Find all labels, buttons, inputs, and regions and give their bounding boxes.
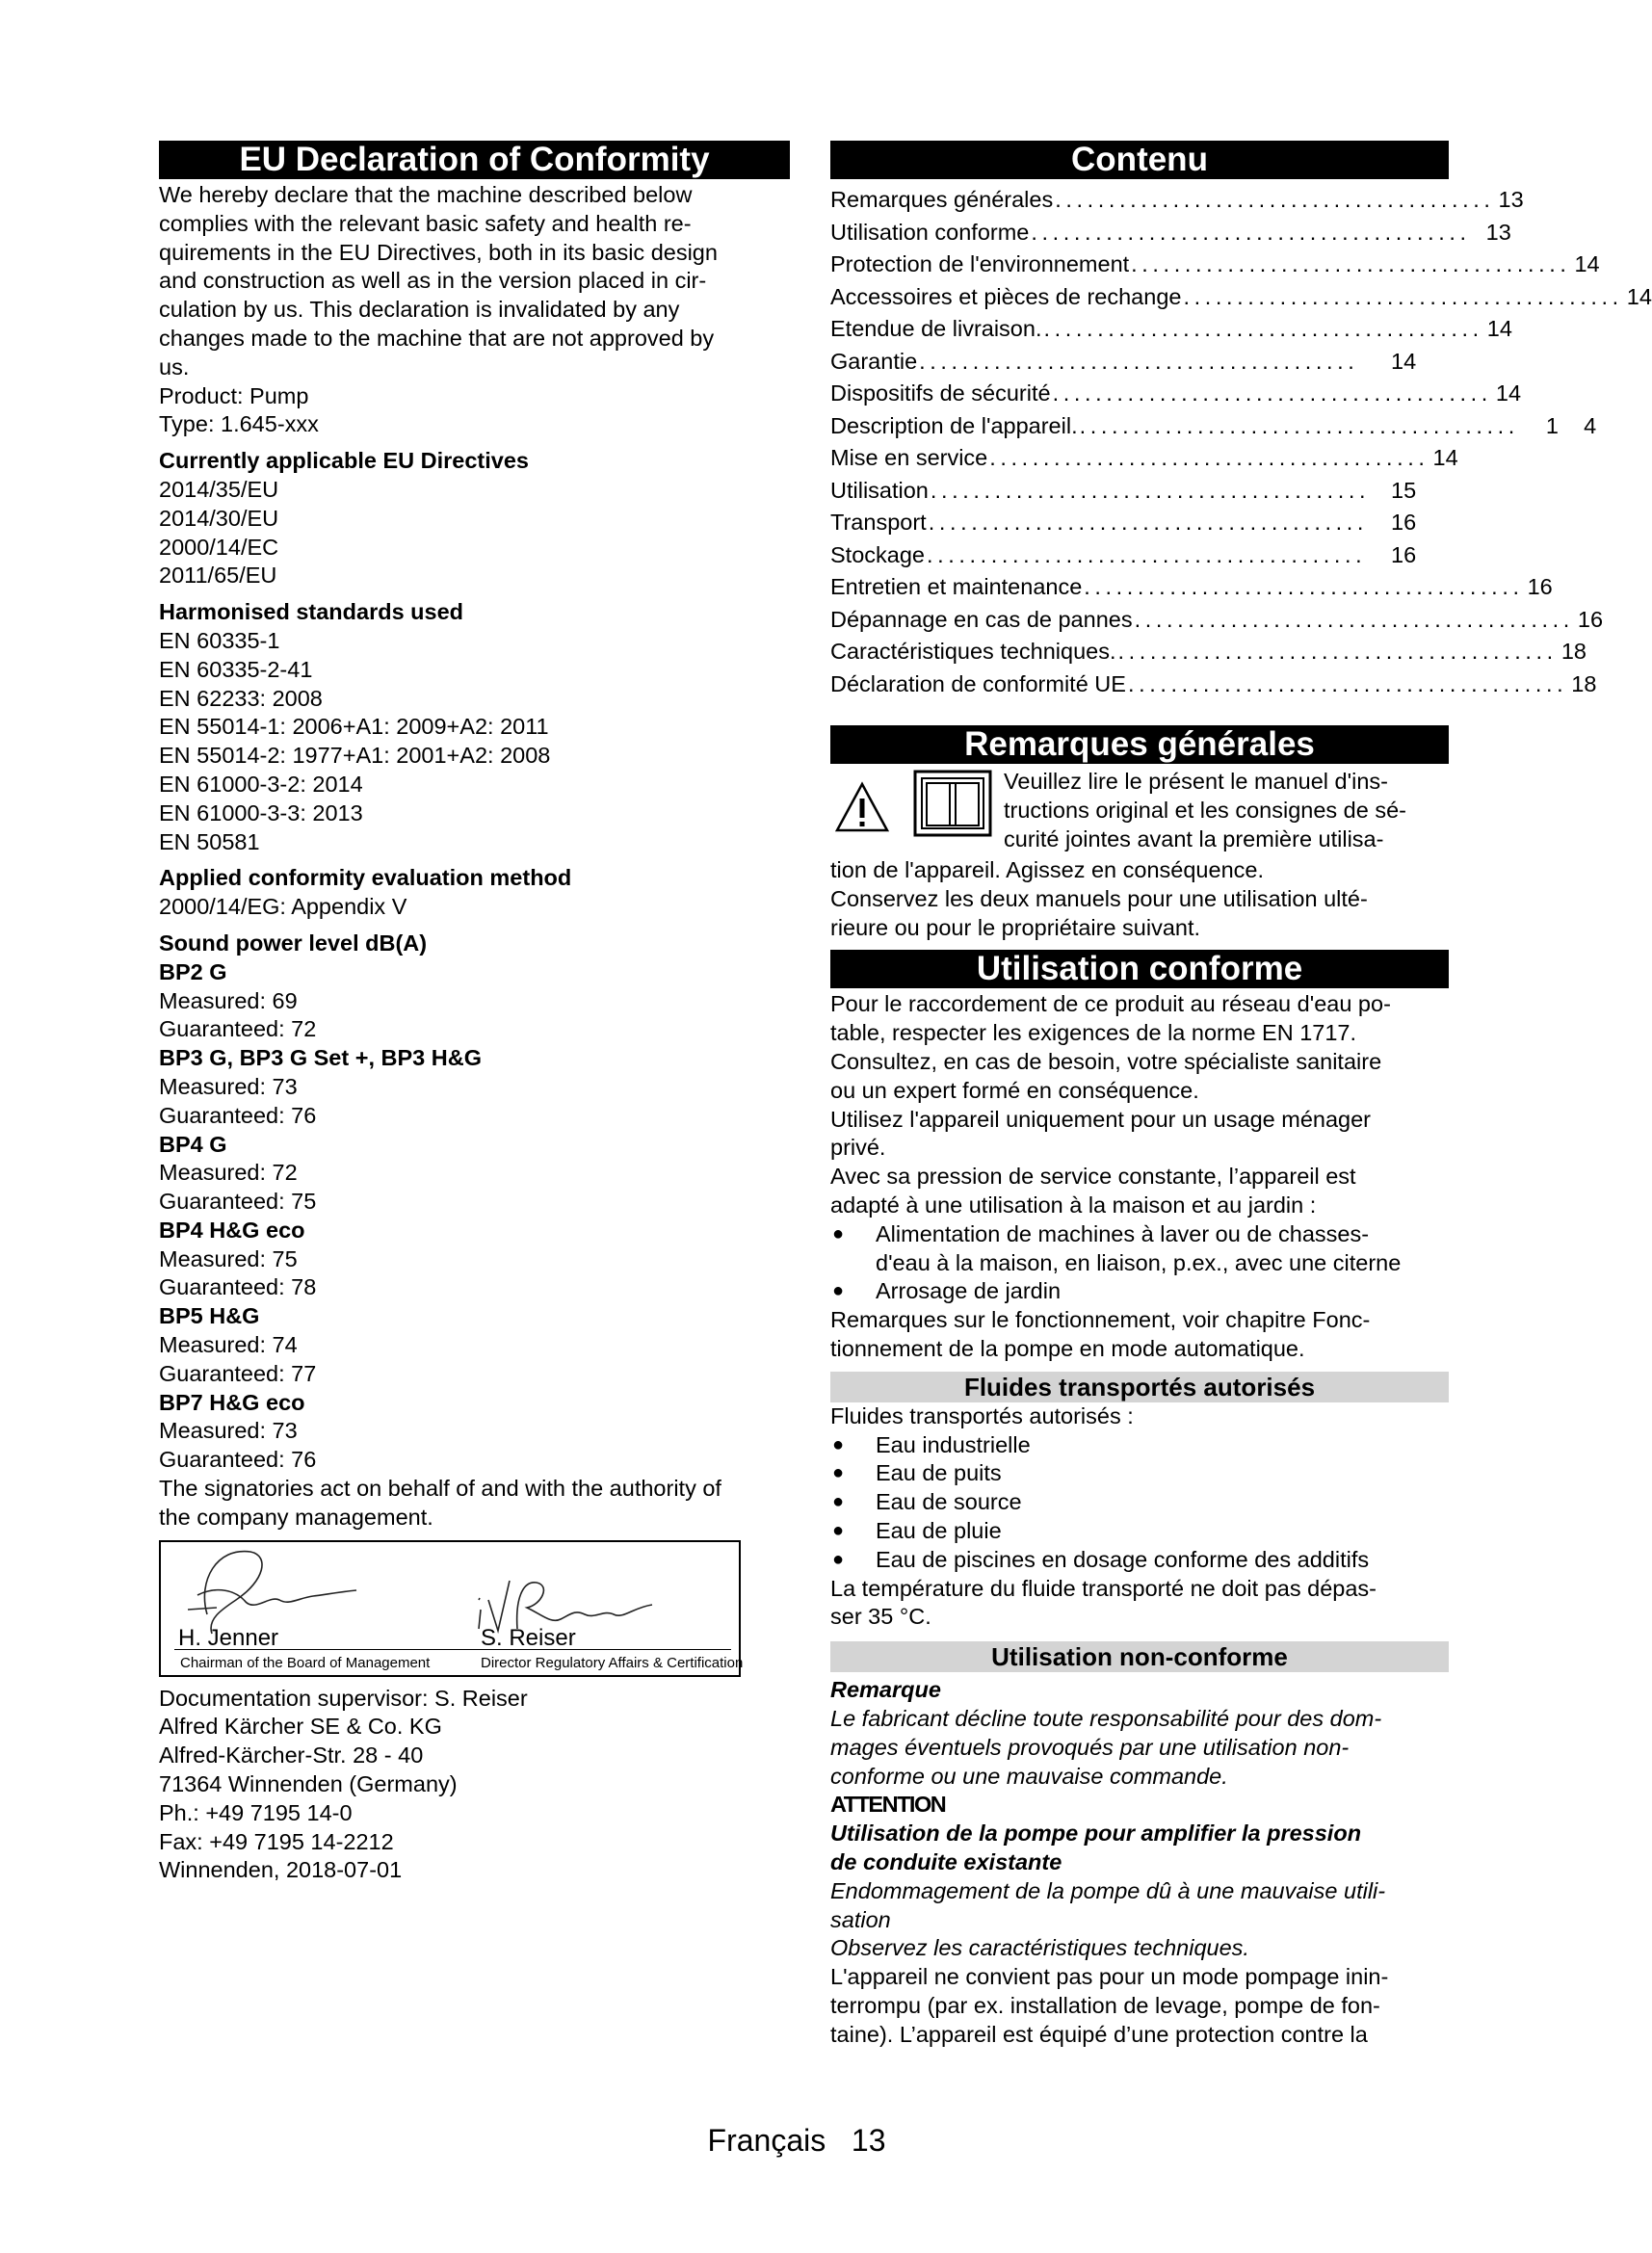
list-item: ● Eau de pluie xyxy=(830,1517,1449,1546)
measured-value: Measured: 73 xyxy=(159,1073,298,1099)
list-item: ● Eau de source xyxy=(830,1488,1449,1517)
standard-item: EN 60335-1 xyxy=(159,627,280,653)
remarques-line: tructions original et les consignes de sé- xyxy=(1004,797,1406,823)
signatories-line: the company management. xyxy=(159,1504,433,1530)
toc-page: 16 xyxy=(1527,574,1553,599)
utilisation-after: Remarques sur le fonctionnement, voir chapitre Fonc- tionnement de la pompe en mode automatique. xyxy=(830,1307,1371,1361)
utilisation-line: adapté à une utilisation à la maison et au jardin : xyxy=(830,1192,1317,1218)
guaranteed-value: Guaranteed: 76 xyxy=(159,1102,317,1128)
bullet-icon: ● xyxy=(832,1462,845,1484)
list-item: ● Eau de puits xyxy=(830,1459,1449,1488)
standard-item: EN 60335-2-41 xyxy=(159,656,313,682)
toc-label: Dépannage en cas de pannes xyxy=(830,606,1133,632)
remarques-line: tion de l'appareil. Agissez en conséquence. xyxy=(830,857,1264,882)
toc-label: Stockage xyxy=(830,541,925,567)
utilisation-line: ou un expert formé en conséquence. xyxy=(830,1077,1199,1103)
list-item: ● Arrosage de jardin xyxy=(830,1277,1449,1306)
directives-title: Currently applicable EU Directives xyxy=(159,448,529,474)
remarques-text xyxy=(830,856,1449,942)
toc-label: Accessoires et pièces de rechange xyxy=(830,283,1182,309)
fluides-intro: Fluides transportés autorisés : xyxy=(830,1402,1134,1428)
signatories-line: The signatories act on behalf of and with the authority of xyxy=(159,1476,721,1502)
utilisation-line: Pour le raccordement de ce produit au réseau d'eau po- xyxy=(830,991,1391,1017)
utilisation-line: table, respecter les exigences de la norme EN 1717. xyxy=(830,1020,1357,1046)
nonconforme-heading: Utilisation non-conforme xyxy=(830,1641,1449,1672)
toc-entry[interactable]: Etendue de livraison. ......................................... 14 xyxy=(830,313,1449,346)
toc-entry[interactable]: Protection de l'environnement ......................................... 14 xyxy=(830,249,1449,281)
list-item: ● Eau de piscines en dosage conforme des additifs xyxy=(830,1546,1449,1575)
eu-declaration-heading: EU Declaration of Conformity xyxy=(159,141,790,179)
utilisation-line: Utilisez l'appareil uniquement pour un usage ménager xyxy=(830,1106,1371,1132)
toc-page: 16 xyxy=(1391,541,1417,567)
toc-label: Utilisation xyxy=(830,477,929,503)
table-of-contents xyxy=(830,184,1652,700)
toc-page: 14 xyxy=(1626,283,1652,309)
signature-jenner xyxy=(178,1542,361,1638)
footer-language: Français xyxy=(707,2123,826,2158)
signatories-text xyxy=(159,1475,790,1533)
toc-label: Dispositifs de sécurité xyxy=(830,380,1051,406)
address-line: Alfred Kärcher SE & Co. KG xyxy=(159,1714,442,1740)
toc-entry[interactable]: Utilisation conforme ......................................... 13 xyxy=(830,217,1449,249)
measured-value: Measured: 75 xyxy=(159,1245,298,1271)
intro-paragraph xyxy=(159,181,790,439)
signature-box xyxy=(159,1540,744,1677)
remarques-line: Conservez les deux manuels pour une utilisation ulté- xyxy=(830,885,1368,911)
standards-list xyxy=(159,627,790,856)
intro-line: culation by us. This declaration is invalidated by any xyxy=(159,297,680,323)
toc-label: Garantie xyxy=(830,348,918,374)
measured-value: Measured: 72 xyxy=(159,1160,298,1186)
remarques-line: rieure ou pour le propriétaire suivant. xyxy=(830,914,1201,940)
page-footer xyxy=(0,2123,1593,2159)
remarques-icon-row xyxy=(830,768,1449,856)
toc-page: 13 xyxy=(1485,219,1511,245)
toc-label: Entretien et maintenance xyxy=(830,574,1083,599)
remarques-line: curité jointes avant la première utilisa- xyxy=(1004,825,1384,851)
type-line: Type: 1.645-xxx xyxy=(159,411,319,437)
address-line: Fax: +49 7195 14-2212 xyxy=(159,1828,394,1854)
intro-line: changes made to the machine that are not approved by xyxy=(159,325,715,351)
standard-item: EN 61000-3-3: 2013 xyxy=(159,799,363,825)
directives-list xyxy=(159,476,790,590)
measured-value: Measured: 74 xyxy=(159,1332,298,1358)
remarque-text: Le fabricant décline toute responsabilité pour des dom- mages éventuels provoqués par une utilisation non- conforme ou une mauvaise commande. xyxy=(830,1705,1382,1789)
guaranteed-value: Guaranteed: 77 xyxy=(159,1360,317,1386)
list-item: ● Alimentation de machines à laver ou de chasses- d'eau à la maison, en liaison, p.ex., avec une citerne xyxy=(830,1220,1449,1278)
toc-page: 14 xyxy=(1486,316,1512,341)
method-value: 2000/14/EG: Appendix V xyxy=(159,894,407,920)
address-line: 71364 Winnenden (Germany) xyxy=(159,1771,458,1797)
toc-label: Remarques générales xyxy=(830,187,1054,212)
toc-heading: Contenu xyxy=(830,141,1449,179)
guaranteed-value: Guaranteed: 78 xyxy=(159,1274,317,1300)
toc-entry[interactable]: Remarques générales ......................................... 13 xyxy=(830,184,1449,217)
toc-page: 14 xyxy=(1574,251,1600,276)
sound-levels xyxy=(159,958,790,1475)
directive-item: 2000/14/EC xyxy=(159,534,279,560)
signer-2-role: Director Regulatory Affairs & Certification xyxy=(481,1654,744,1671)
toc-entry[interactable]: Garantie ......................................... 14 xyxy=(830,346,1449,379)
guaranteed-value: Guaranteed: 76 xyxy=(159,1447,317,1473)
bullet-icon: ● xyxy=(832,1280,845,1302)
toc-entry[interactable]: Utilisation ......................................... 15 xyxy=(830,475,1449,508)
utilisation-line: privé. xyxy=(830,1135,886,1161)
signature-line xyxy=(174,1649,731,1650)
toc-page: 18 xyxy=(1560,639,1586,664)
remarque-label: Remarque xyxy=(830,1677,941,1703)
toc-entry[interactable]: Accessoires et pièces de rechange ......................................... 14 xyxy=(830,281,1449,314)
attention-title: Utilisation de la pompe pour amplifier la pression de conduite existante xyxy=(830,1821,1362,1874)
toc-entry[interactable]: Entretien et maintenance ......................................... 16 xyxy=(830,571,1449,604)
intro-line: quirements in the EU Directives, both in its basic design xyxy=(159,239,718,265)
sound-title: Sound power level dB(A) xyxy=(159,930,428,956)
toc-entry[interactable]: Description de l'appareil. ......................................... 1 4 xyxy=(830,410,1449,443)
utilisation-line: Consultez, en cas de besoin, votre spécialiste sanitaire xyxy=(830,1048,1382,1074)
bullet-icon: ● xyxy=(832,1519,845,1541)
toc-label: Caractéristiques techniques. xyxy=(830,639,1116,664)
standard-item: EN 61000-3-2: 2014 xyxy=(159,771,363,797)
address-line: Winnenden, 2018-07-01 xyxy=(159,1857,403,1883)
toc-page: 16 xyxy=(1391,510,1417,535)
toc-label: Transport xyxy=(830,510,927,535)
remarques-heading: Remarques générales xyxy=(830,725,1449,764)
toc-page: 14 xyxy=(1495,380,1522,406)
standard-item: EN 55014-1: 2006+A1: 2009+A2: 2011 xyxy=(159,714,549,740)
toc-entry[interactable]: Transport ......................................... 16 xyxy=(830,507,1449,539)
signer-1-name: H. Jenner xyxy=(178,1624,279,1651)
intro-line: us. xyxy=(159,354,190,380)
bullet-icon: ● xyxy=(832,1491,845,1513)
standard-item: EN 62233: 2008 xyxy=(159,685,323,711)
product-line: Product: Pump xyxy=(159,382,309,408)
directive-item: 2014/35/EU xyxy=(159,476,279,502)
signer-2-name: S. Reiser xyxy=(481,1624,576,1651)
model-name: BP5 H&G xyxy=(159,1303,260,1329)
model-name: BP2 G xyxy=(159,958,227,984)
toc-page: 13 xyxy=(1498,187,1524,212)
toc-page: 18 xyxy=(1571,670,1597,696)
address-line: Alfred-Kärcher-Str. 28 - 40 xyxy=(159,1742,424,1768)
toc-page: 14 xyxy=(1391,348,1417,374)
bullet-icon: ● xyxy=(832,1548,845,1570)
toc-label: Mise en service xyxy=(830,445,988,470)
fluides-after: La température du fluide transporté ne doit pas dépas- ser 35 °C. xyxy=(830,1575,1377,1630)
guaranteed-value: Guaranteed: 72 xyxy=(159,1016,317,1042)
bullet-icon: ● xyxy=(832,1222,845,1244)
toc-entry[interactable]: Mise en service ......................................... 14 xyxy=(830,442,1449,475)
remarques-line: Veuillez lire le présent le manuel d'ins- xyxy=(1004,769,1388,794)
toc-entry[interactable]: Dispositifs de sécurité ......................................... 14 xyxy=(830,378,1449,410)
closing-text: L'appareil ne convient pas pour un mode pompage inin- terrompu (par ex. installation de levage, pompe de fon- taine). L’appareil est équipé d’une protection contre la xyxy=(830,1964,1389,2047)
intro-line: and construction as well as in the version placed in cir- xyxy=(159,268,707,294)
attention-text: Endommagement de la pompe dû à une mauvaise utili- sation Observez les caractéristiques techniques. xyxy=(830,1877,1386,1961)
address-line: Documentation supervisor: S. Reiser xyxy=(159,1685,528,1711)
toc-entry[interactable]: Dépannage en cas de pannes ......................................... 16 xyxy=(830,604,1449,637)
utilisation-text xyxy=(830,990,1449,1219)
toc-label: Description de l'appareil. xyxy=(830,412,1078,438)
method-title: Applied conformity evaluation method xyxy=(159,865,572,891)
address-block xyxy=(159,1685,790,1886)
measured-value: Measured: 69 xyxy=(159,987,298,1013)
warning-icon xyxy=(834,781,890,833)
toc-label: Déclaration de conformité UE xyxy=(830,670,1126,696)
attention-label: ATTENTION xyxy=(830,1792,946,1818)
bullet-icon: ● xyxy=(832,1433,845,1455)
standard-item: EN 50581 xyxy=(159,828,260,854)
model-name: BP3 G, BP3 G Set +, BP3 H&G xyxy=(159,1045,482,1071)
toc-entry[interactable]: Caractéristiques techniques. ......................................... 18 xyxy=(830,636,1449,668)
intro-line: complies with the relevant basic safety and health re- xyxy=(159,210,692,236)
model-name: BP4 G xyxy=(159,1131,227,1157)
toc-label: Protection de l'environnement xyxy=(830,251,1130,276)
intro-line: We hereby declare that the machine described below xyxy=(159,182,693,207)
directive-item: 2014/30/EU xyxy=(159,505,279,531)
toc-page: 14 xyxy=(1432,445,1458,470)
toc-page: 1 4 xyxy=(1545,412,1597,438)
right-column xyxy=(830,141,1652,2049)
list-item: ● Eau industrielle xyxy=(830,1431,1449,1460)
toc-entry[interactable]: Déclaration de conformité UE ......................................... 18 xyxy=(830,668,1449,701)
guaranteed-value: Guaranteed: 75 xyxy=(159,1189,317,1215)
remarques-icon-text xyxy=(1004,768,1456,853)
directive-item: 2011/65/EU xyxy=(159,563,277,589)
standards-title: Harmonised standards used xyxy=(159,599,464,625)
utilisation-heading: Utilisation conforme xyxy=(830,950,1449,988)
utilisation-line: Avec sa pression de service constante, l’appareil est xyxy=(830,1164,1356,1190)
fluides-heading: Fluides transportés autorisés xyxy=(830,1372,1449,1402)
model-name: BP7 H&G eco xyxy=(159,1389,305,1415)
toc-label: Etendue de livraison. xyxy=(830,316,1042,341)
left-column xyxy=(159,141,790,1885)
toc-label: Utilisation conforme xyxy=(830,219,1030,245)
standard-item: EN 55014-2: 1977+A1: 2001+A2: 2008 xyxy=(159,743,551,769)
footer-page-number: 13 xyxy=(851,2123,886,2158)
manual-book-icon xyxy=(913,770,992,837)
signer-1-role: Chairman of the Board of Management xyxy=(180,1654,431,1671)
toc-page: 15 xyxy=(1391,477,1417,503)
address-line: Ph.: +49 7195 14-0 xyxy=(159,1799,353,1825)
model-name: BP4 H&G eco xyxy=(159,1217,305,1243)
measured-value: Measured: 73 xyxy=(159,1418,298,1444)
toc-entry[interactable]: Stockage ......................................... 16 xyxy=(830,539,1449,572)
toc-page: 16 xyxy=(1577,606,1604,632)
